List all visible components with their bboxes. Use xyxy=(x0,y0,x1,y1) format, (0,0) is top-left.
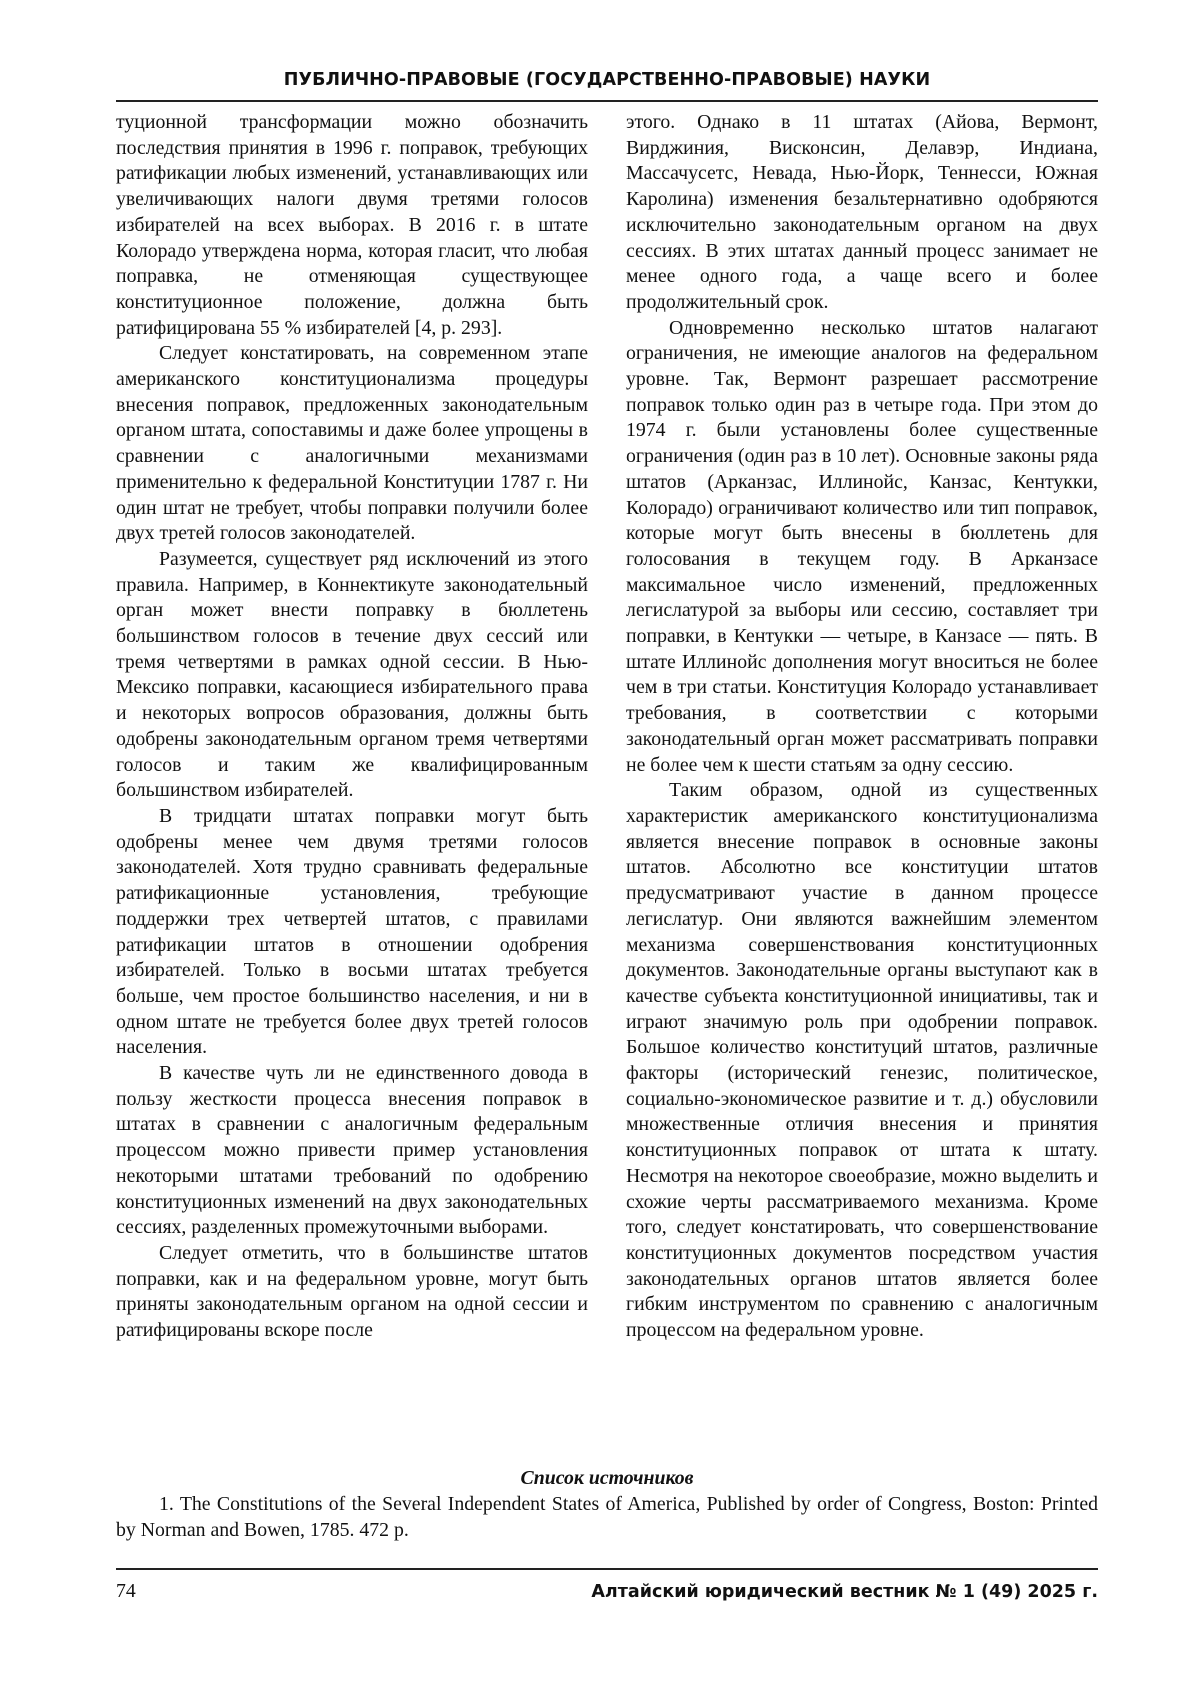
paragraph: этого. Однако в 11 штатах (Айова, Вермонт, Вирджиния, Висконсин, Делавэр, Индиана, Массачусетс, Невада, Нью-Йорк, Теннесси, Южная Каролина) изменения безальтернативно одобряются исключительно законодательным органом на двух сессиях. В этих штатах данный процесс занимает не менее одного года, а чаще всего и более продолжительный срок. xyxy=(626,111,1098,313)
paragraph: Следует констатировать, на современном этапе американского конституционализма процедуры внесения поправок, предложенных законодательным органом штата, сопоставимы и даже более упрощены в сравнении с аналогичными механизмами применительно к федеральной Конституции 1787 г. Ни один штат не требует, чтобы поправки получили более двух третей голосов законодателей. xyxy=(116,342,588,545)
page-number: 74 xyxy=(116,1580,136,1602)
paragraph: Следует отметить, что в большинстве штатов поправки, как и на федеральном уровне, могут быть приняты законодательным органом на одной сессии и ратифицированы вскоре после xyxy=(116,1241,588,1342)
references-title: Список источников xyxy=(520,1467,694,1489)
paragraph: Таким образом, одной из существенных характеристик американского конституционализма является внесение поправок в основные законы штатов. Абсолютно все конституции штатов предусматривают участие в данном процессе легислатур. Они являются важнейшим элементом механизма совершенствования конституционных документов. Законодательные органы выступают как в качестве субъекта конституционной инициативы, так и играют значимую роль при одобрении поправок. Большое количество конституций штатов, различные факторы (исторический генезис, политическое, социально-экономическое развитие и т. д.) обусловили множественные отличия внесения и принятия конституционных поправок от штата к штату. Несмотря на некоторое своеобразие, можно выделить и схожие черты рассматриваемого механизма. Кроме того, следует констатировать, что совершенствование конституционных документов посредством участия законодательных органов штатов является более гибким инструментом по сравнению с аналогичным процессом на федеральном уровне. xyxy=(626,779,1098,1342)
paragraph: В тридцати штатах поправки могут быть одобрены менее чем двумя третями голосов законодателей. Хотя трудно сравнивать федеральные ратификационные установления, требующие поддержки трех четвертей штатов, с правилами ратификации штатов в отношении одобрения избирателей. Только в восьми штатах требуется больше, чем простое большинство населения, и ни в одном штате не требуется более двух третей голосов населения. xyxy=(116,804,588,1059)
running-head: ПУБЛИЧНО-ПРАВОВЫЕ (ГОСУДАРСТВЕННО-ПРАВОВЫЕ) НАУКИ xyxy=(283,70,931,90)
right-column xyxy=(626,110,1098,1344)
footer-rule xyxy=(116,1568,1098,1570)
journal-title: Алтайский юридический вестник № 1 (49) 2025 г. xyxy=(591,1582,1098,1602)
paragraph: Одновременно несколько штатов налагают ограничения, не имеющие аналогов на федеральном уровне. Так, Вермонт разрешает рассмотрение поправок только один раз в четыре года. При этом до 1974 г. были установлены более существенные ограничения (один раз в 10 лет). Основные законы ряда штатов (Арканзас, Иллинойс, Канзас, Кентукки, Колорадо) ограничивают количество или тип поправок, которые могут быть внесены в бюллетень для голосования в текущем году. В Арканзасе максимальное число изменений, предложенных легислатурой за выборы или сессию, составляет три поправки, в Кентукки — четыре, в Канзасе — пять. В штате Иллинойс дополнения могут вноситься не более чем в три статьи. Конституция Колорадо устанавливает требования, в соответствии с которыми законодательный орган может рассматривать поправки не более чем к шести статьям за одну сессию. xyxy=(626,316,1098,776)
header-rule xyxy=(116,100,1098,102)
paragraph: В качестве чуть ли не единственного довода в пользу жесткости процесса внесения поправок в штатах в сравнении с аналогичным федеральным процессом можно привести пример установления некоторыми штатами требований по одобрению конституционных изменений на двух законодательных сессиях, разделенных промежуточными выборами. xyxy=(116,1062,588,1239)
reference-item: 1. The Constitutions of the Several Independent States of America, Published by order of Congress, Boston: Printed by Norman and Bowen, 1785. 472 p. xyxy=(116,1493,1098,1541)
paragraph: Разумеется, существует ряд исключений из этого правила. Например, в Коннектикуте законодательный орган может внести поправку в бюллетень большинством голосов в течение двух сессий или тремя четвертями в рамках одной сессии. В Нью-Мексико поправки, касающиеся избирательного права и некоторых вопросов образования, должны быть одобрены законодательным органом тремя четвертями голосов и таким же квалифицированным большинством избирателей. xyxy=(116,547,588,802)
paragraph: туционной трансформации можно обозначить последствия принятия в 1996 г. поправок, требующих ратификации любых изменений, устанавливающих или увеличивающих налоги двумя третями голосов избирателей на всех выборах. В 2016 г. в штате Колорадо утверждена норма, которая гласит, что любая поправка, не отменяющая существующее конституционное положение, должна быть ратифицирована 55 % избирателей [4, p. 293]. xyxy=(116,111,588,339)
references-list xyxy=(116,1492,1098,1543)
left-column xyxy=(116,110,588,1344)
